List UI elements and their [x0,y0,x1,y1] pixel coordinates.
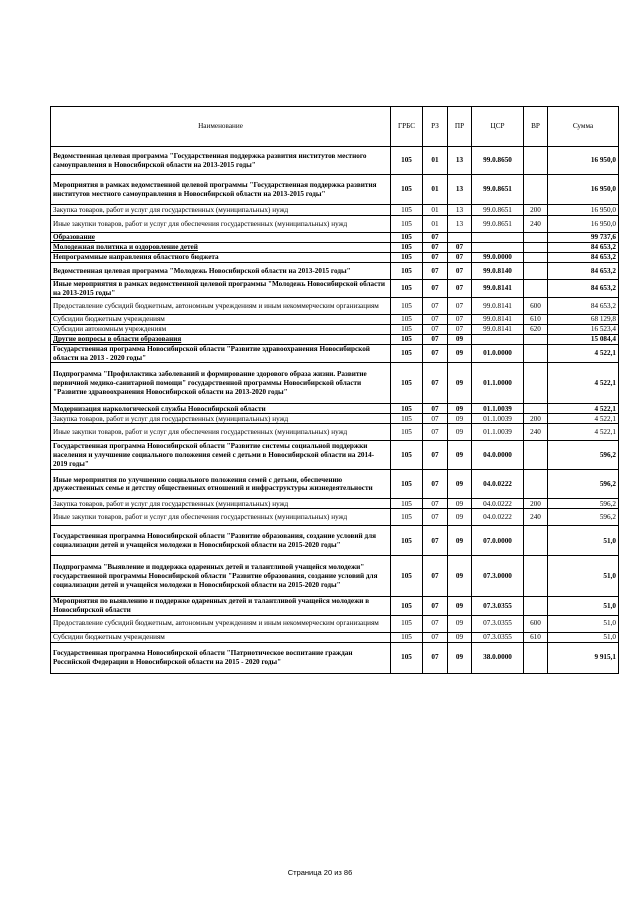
cell-vr [524,175,548,205]
cell-rz: 07 [423,325,448,335]
cell-grbs: 105 [391,615,423,632]
cell-csr: 99.0.8140 [472,263,524,280]
cell-rz: 01 [423,205,448,216]
cell-rz: 07 [423,509,448,526]
cell-name: Модернизация наркологической службы Новосибирской области [51,404,391,414]
cell-vr: 620 [524,325,548,335]
cell-name: Иные закупки товаров, работ и услуг для обеспечения государственных (муниципальных) нужд [51,509,391,526]
cell-csr: 07.3.0355 [472,615,524,632]
cell-vr: 240 [524,509,548,526]
cell-csr: 38.0.0000 [472,642,524,673]
cell-grbs: 105 [391,325,423,335]
cell-rz: 07 [423,526,448,556]
cell-vr [524,441,548,470]
cell-grbs: 105 [391,315,423,325]
cell-pr: 07 [448,280,472,298]
cell-name: Предоставление субсидий бюджетным, автономным учреждениям и иным некоммерческим организациям [51,298,391,315]
cell-sum: 51,0 [548,597,619,615]
cell-vr: 200 [524,499,548,509]
cell-vr [524,280,548,298]
cell-rz: 07 [423,263,448,280]
cell-csr: 07.0.0000 [472,526,524,556]
cell-rz: 01 [423,175,448,205]
cell-rz: 07 [423,363,448,404]
cell-rz: 07 [423,253,448,263]
cell-csr: 04.0.0222 [472,470,524,499]
cell-sum: 596,2 [548,499,619,509]
header-vr: ВР [524,107,548,147]
cell-pr: 07 [448,325,472,335]
cell-pr: 07 [448,243,472,253]
header-csr: ЦСР [472,107,524,147]
header-pr: ПР [448,107,472,147]
cell-pr: 09 [448,499,472,509]
cell-pr: 09 [448,642,472,673]
cell-grbs: 105 [391,205,423,216]
cell-grbs: 105 [391,298,423,315]
cell-sum: 15 084,4 [548,335,619,345]
table-row [51,363,619,404]
cell-sum: 16 950,0 [548,175,619,205]
cell-csr: 04.0.0222 [472,499,524,509]
cell-sum: 84 653,2 [548,243,619,253]
cell-rz: 07 [423,315,448,325]
cell-pr: 13 [448,175,472,205]
budget-table [50,106,619,674]
cell-pr: 09 [448,414,472,424]
cell-csr: 04.0.0222 [472,509,524,526]
cell-csr: 01.0.0000 [472,345,524,363]
cell-rz: 07 [423,597,448,615]
cell-pr: 13 [448,205,472,216]
table-row [51,642,619,673]
cell-rz: 07 [423,556,448,597]
cell-name: Субсидии бюджетным учреждениям [51,632,391,642]
cell-name: Мероприятия по выявлению и поддержке одаренных детей и талантливой учащейся молодежи в Новосибирской области [51,597,391,615]
table-row [51,335,619,345]
cell-name: Государственная программа Новосибирской области "Развитие здравоохранения Новосибирской области на 2013 - 2020 годы" [51,345,391,363]
cell-name: Непрограммные направления областного бюджета [51,253,391,263]
cell-pr: 13 [448,147,472,175]
cell-rz: 07 [423,424,448,441]
cell-csr: 01.1.0039 [472,414,524,424]
cell-name: Ведомственная целевая программа "Молодежь Новосибирской области на 2013-2015 годы" [51,263,391,280]
cell-csr [472,335,524,345]
cell-rz: 07 [423,632,448,642]
cell-grbs: 105 [391,243,423,253]
cell-sum: 68 129,8 [548,315,619,325]
cell-grbs: 105 [391,441,423,470]
cell-sum: 4 522,1 [548,404,619,414]
cell-pr: 13 [448,216,472,233]
cell-grbs: 105 [391,526,423,556]
cell-grbs: 105 [391,556,423,597]
cell-csr: 01.1.0039 [472,424,524,441]
page-number: Страница 20 из 86 [287,868,353,877]
cell-pr: 07 [448,298,472,315]
cell-rz: 07 [423,335,448,345]
cell-sum: 84 653,2 [548,298,619,315]
cell-name: Иные закупки товаров, работ и услуг для обеспечения государственных (муниципальных) нужд [51,216,391,233]
cell-rz: 01 [423,147,448,175]
table-row [51,243,619,253]
cell-rz: 07 [423,615,448,632]
cell-vr: 610 [524,632,548,642]
cell-name: Мероприятия в рамках ведомственной целевой программы "Государственная поддержка развития институтов местного самоуправления в Новосибирской области на 2013-2015 годы" [51,175,391,205]
cell-grbs: 105 [391,147,423,175]
cell-vr [524,335,548,345]
cell-grbs: 105 [391,280,423,298]
cell-pr: 09 [448,632,472,642]
table-row [51,315,619,325]
cell-csr: 01.1.0000 [472,363,524,404]
cell-name: Образование [51,233,391,243]
cell-name: Закупка товаров, работ и услуг для государственных (муниципальных) нужд [51,414,391,424]
table-header-row [51,107,619,147]
cell-name: Иные мероприятия в рамках ведомственной целевой программы "Молодежь Новосибирской области на 2013-2015 годы" [51,280,391,298]
cell-rz: 01 [423,216,448,233]
cell-pr: 09 [448,470,472,499]
cell-csr: 99.0.8141 [472,325,524,335]
cell-csr: 07.3.0355 [472,632,524,642]
cell-vr [524,263,548,280]
cell-sum: 4 522,1 [548,414,619,424]
cell-grbs: 105 [391,632,423,642]
cell-vr: 200 [524,414,548,424]
cell-pr: 09 [448,363,472,404]
cell-name: Ведомственная целевая программа "Государственная поддержка развития институтов местного самоуправления в Новосибирской области на 2013-2015 годы" [51,147,391,175]
cell-sum: 4 522,1 [548,424,619,441]
cell-grbs: 105 [391,253,423,263]
cell-vr: 200 [524,205,548,216]
table-row [51,441,619,470]
cell-grbs: 105 [391,424,423,441]
cell-csr: 07.3.0355 [472,597,524,615]
cell-grbs: 105 [391,642,423,673]
cell-csr: 07.3.0000 [472,556,524,597]
cell-vr [524,526,548,556]
cell-sum: 16 523,4 [548,325,619,335]
table-row [51,280,619,298]
cell-vr [524,470,548,499]
cell-name: Предоставление субсидий бюджетным, автономным учреждениям и иным некоммерческим организациям [51,615,391,632]
cell-sum: 51,0 [548,526,619,556]
cell-vr [524,147,548,175]
cell-csr: 99.0.8141 [472,280,524,298]
cell-name: Государственная программа Новосибирской области "Развитие образования, создание условий для социализации детей и учащейся молодежи в Новосибирской области на 2015-2020 годы" [51,526,391,556]
cell-vr: 600 [524,615,548,632]
cell-pr: 09 [448,404,472,414]
cell-sum: 16 950,0 [548,216,619,233]
cell-name: Субсидии автономным учреждениям [51,325,391,335]
cell-grbs: 105 [391,597,423,615]
cell-sum: 9 915,1 [548,642,619,673]
cell-sum: 4 522,1 [548,363,619,404]
cell-csr: 99.0.8651 [472,175,524,205]
cell-csr: 99.0.0000 [472,253,524,263]
cell-vr: 240 [524,424,548,441]
cell-name: Субсидии бюджетным учреждениям [51,315,391,325]
cell-sum: 16 950,0 [548,205,619,216]
cell-sum: 84 653,2 [548,253,619,263]
cell-name: Государственная программа Новосибирской области "Развитие системы социальной поддержки населения и улучшение социального положения семей с детьми в Новосибирской области на 2014-2019 годы" [51,441,391,470]
cell-vr [524,233,548,243]
table-row [51,216,619,233]
cell-sum: 99 737,6 [548,233,619,243]
cell-sum: 16 950,0 [548,147,619,175]
cell-pr: 09 [448,345,472,363]
cell-sum: 4 522,1 [548,345,619,363]
cell-pr: 09 [448,556,472,597]
cell-vr [524,597,548,615]
cell-vr: 600 [524,298,548,315]
cell-vr [524,363,548,404]
table-row [51,404,619,414]
cell-csr [472,243,524,253]
table-row [51,205,619,216]
cell-pr: 09 [448,424,472,441]
cell-csr: 99.0.8651 [472,216,524,233]
cell-name: Иные мероприятия по улучшению социального положения семей с детьми, обеспечению дружественных семье и детству общественных отношений и инфраструктуры жизнедеятельности [51,470,391,499]
cell-csr: 04.0.0000 [472,441,524,470]
cell-rz: 07 [423,414,448,424]
cell-pr: 09 [448,335,472,345]
header-name: Наименование [51,107,391,147]
table-row [51,147,619,175]
cell-rz: 07 [423,404,448,414]
cell-name: Другие вопросы в области образования [51,335,391,345]
cell-sum: 596,2 [548,470,619,499]
table-row [51,175,619,205]
cell-sum: 84 653,2 [548,263,619,280]
cell-rz: 07 [423,470,448,499]
cell-grbs: 105 [391,363,423,404]
header-rz: РЗ [423,107,448,147]
cell-grbs: 105 [391,175,423,205]
table-row [51,470,619,499]
cell-csr: 99.0.8141 [472,315,524,325]
cell-csr: 99.0.8650 [472,147,524,175]
cell-pr: 09 [448,526,472,556]
table-row [51,615,619,632]
cell-grbs: 105 [391,233,423,243]
cell-sum: 84 653,2 [548,280,619,298]
cell-csr: 01.1.0039 [472,404,524,414]
cell-csr [472,233,524,243]
cell-csr: 99.0.8141 [472,298,524,315]
cell-grbs: 105 [391,470,423,499]
cell-vr [524,404,548,414]
cell-grbs: 105 [391,216,423,233]
cell-name: Подпрограмма "Выявление и поддержка одаренных детей и талантливой учащейся молодежи" государственной программы Новосибирской области "Развитие образования, создание условий для социализации детей и учащейся молодежи в Новосибирской области на 2015-2020 годы" [51,556,391,597]
table-row [51,345,619,363]
cell-rz: 07 [423,298,448,315]
cell-vr [524,556,548,597]
cell-pr: 09 [448,441,472,470]
cell-grbs: 105 [391,414,423,424]
table-row [51,597,619,615]
header-sum: Сумма [548,107,619,147]
table-row [51,263,619,280]
cell-pr: 07 [448,315,472,325]
cell-name: Закупка товаров, работ и услуг для государственных (муниципальных) нужд [51,205,391,216]
cell-sum: 51,0 [548,632,619,642]
table-row [51,556,619,597]
cell-pr [448,233,472,243]
table-row [51,509,619,526]
cell-sum: 51,0 [548,556,619,597]
cell-rz: 07 [423,642,448,673]
cell-rz: 07 [423,345,448,363]
table-row [51,298,619,315]
cell-pr: 09 [448,615,472,632]
cell-name: Иные закупки товаров, работ и услуг для обеспечения государственных (муниципальных) нужд [51,424,391,441]
cell-sum: 51,0 [548,615,619,632]
header-grbs: ГРБС [391,107,423,147]
table-row [51,526,619,556]
table-row [51,414,619,424]
cell-sum: 596,2 [548,441,619,470]
table-body [51,147,619,674]
cell-grbs: 105 [391,345,423,363]
cell-vr: 240 [524,216,548,233]
cell-pr: 09 [448,509,472,526]
cell-sum: 596,2 [548,509,619,526]
cell-rz: 07 [423,280,448,298]
cell-rz: 07 [423,243,448,253]
cell-vr [524,345,548,363]
cell-grbs: 105 [391,404,423,414]
table-row [51,233,619,243]
cell-name: Закупка товаров, работ и услуг для государственных (муниципальных) нужд [51,499,391,509]
table-row [51,499,619,509]
cell-name: Государственная программа Новосибирской области "Патриотическое воспитание граждан Российской Федерации в Новосибирской области на 2015 - 2020 годы" [51,642,391,673]
cell-grbs: 105 [391,509,423,526]
cell-pr: 09 [448,597,472,615]
table-row [51,325,619,335]
table-row [51,424,619,441]
cell-grbs: 105 [391,499,423,509]
cell-pr: 07 [448,263,472,280]
cell-grbs: 105 [391,263,423,280]
cell-name: Подпрограмма "Профилактика заболеваний и формирование здорового образа жизни. Развитие первичной медико-санитарной помощи" государственной программы Новосибирской области "Развитие здравоохранения Новосибирской области на 2013-2020 годы" [51,363,391,404]
cell-vr: 610 [524,315,548,325]
cell-name: Молодежная политика и оздоровление детей [51,243,391,253]
cell-pr: 07 [448,253,472,263]
cell-grbs: 105 [391,335,423,345]
cell-rz: 07 [423,499,448,509]
cell-vr [524,642,548,673]
cell-csr: 99.0.8651 [472,205,524,216]
cell-vr [524,253,548,263]
cell-vr [524,243,548,253]
cell-rz: 07 [423,441,448,470]
cell-rz: 07 [423,233,448,243]
table-row [51,253,619,263]
table-row [51,632,619,642]
